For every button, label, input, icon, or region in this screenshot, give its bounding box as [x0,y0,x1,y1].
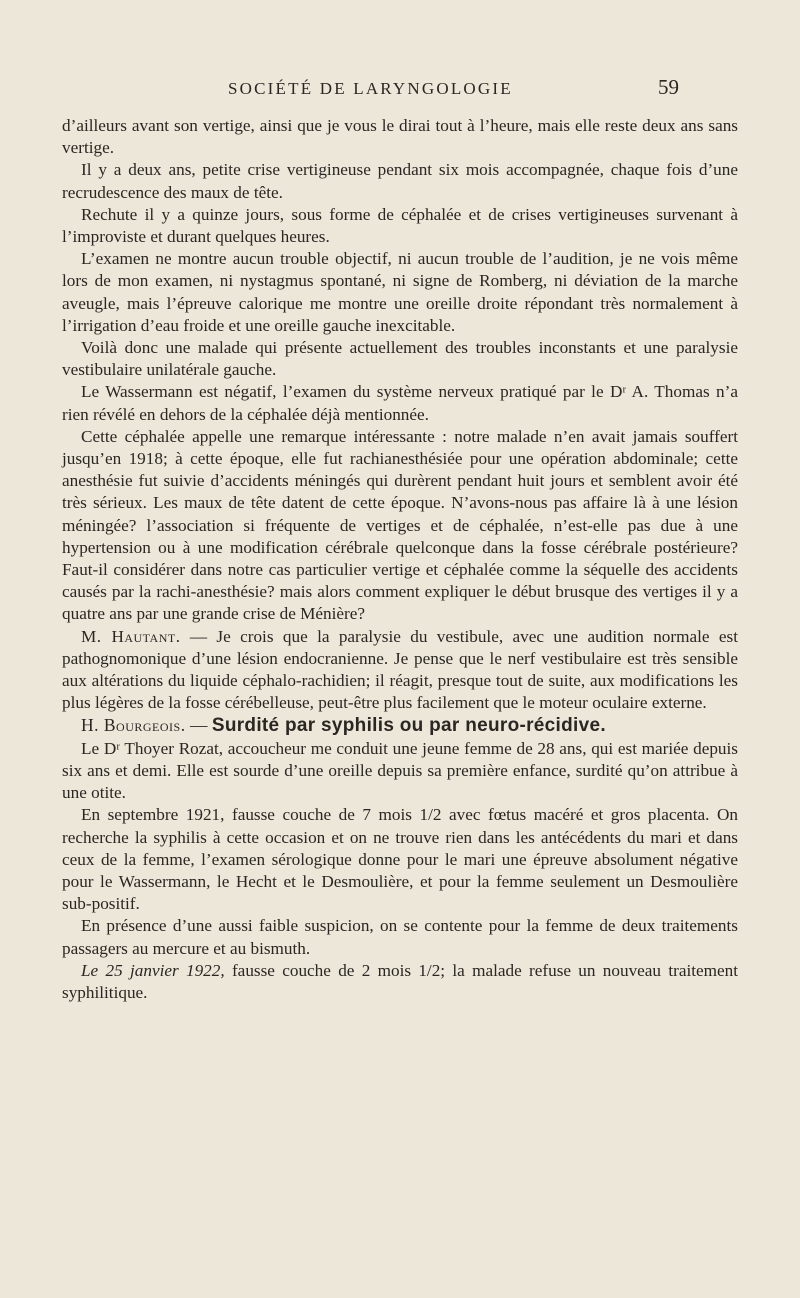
paragraph: Le Dʳ Thoyer Rozat, accoucheur me conduit une jeune femme de 28 ans, qui est mariée depuis six ans et demi. Elle est sourde d’une oreille depuis sa première enfance, surdité qu’on attribue à une otite. [62,738,738,803]
section-dash: — [185,715,212,736]
section-heading [62,714,738,737]
hautant-paragraph [62,626,738,715]
paragraph: En septembre 1921, fausse couche de 7 mois 1/2 avec fœtus macéré et gros placenta. On recherche la syphilis à cette occasion et on ne trouve rien dans les antécédents du mari et dans ceux de la femme, l’examen sérologique donne pour le mari une épreuve absolument négative pour le Wassermann, le Hecht et le Desmoulière, et pour la femme seulement un Desmoulière sub-positif. [62,805,738,914]
last-paragraph [62,960,738,1004]
paragraph: Rechute il y a quinze jours, sous forme de céphalée et de crises vertigineuses survenant à l’improviste et durant quelques heures. [62,204,738,247]
section-author: H. Bourgeois. [81,715,186,736]
paragraph: d’ailleurs avant son vertige, ainsi que je vous le dirai tout à l’heure, mais elle reste deux ans sans vertige. [62,116,738,158]
date-phrase: Le 25 janvier 1922, [81,960,225,980]
last-paragraph-text: fausse couche de 2 mois 1/2; la malade refuse un nouveau traitement syphilitique. [62,960,739,1002]
paragraph: Voilà donc une malade qui présente actuellement des troubles inconstants et une paralysie vestibulaire unilatérale gauche. [62,338,738,380]
paragraph: Cette céphalée appelle une remarque intéressante : notre malade n’en avait jamais souffert jusqu’en 1918; à cette époque, elle fut rachianesthésiée pour une opération abdominale; cette anesthésie fut suivie d’accidents méningés qui durèrent pendant huit jours et semblent avoir été très sérieux. Les maux de tête datent de cette époque. N’avons-nous pas affaire là à une lésion méningée? l’association si fréquente de vertiges et de céphalée, n’est-elle pas due à une hypertension ou à une modification cérébrale quelconque dans la fosse cérébrale postérieure? Faut-il considérer dans notre cas particulier vertige et céphalée comme la séquelle des accidents causés par la rachi-anesthésie? mais alors comment expliquer le début brusque des vertiges il y a quatre ans par une grande crise de Ménière? [62,426,738,624]
paragraph: L’examen ne montre aucun trouble objectif, ni aucun trouble de l’audition, je ne vois même lors de mon examen, ni nystagmus spontané, ni signe de Romberg, ni déviation de la marche aveugle, mais l’épreuve calorique me montre une oreille droite répondant très normalement à l’irrigation d’eau froide et une oreille gauche inexcitable. [62,249,738,335]
page-number: 59 [658,75,679,99]
hautant-text: — Je crois que la paralysie du vestibule, avec une audition normale est pathognomonique d’une lésion endocranienne. Je pense que le nerf vestibulaire est très sensible aux altérations du liquide céphalo-rachidien; il réagit, presque tout de suite, aux modifications les plus légères de la fosse cérébelleuse, peut-être plus facilement que le moteur oculaire externe. [62,626,738,713]
section-title: Surdité par syphilis ou par neuro-récidive. [211,715,606,737]
running-title: SOCIÉTÉ DE LARYNGOLOGIE [228,79,513,98]
speaker-name: M. Hautant. [81,626,181,646]
body-text [62,115,738,1004]
paragraph: Il y a deux ans, petite crise vertigineuse pendant six mois accompagnée, chaque fois d’une recrudescence des maux de tête. [62,160,738,202]
page-header [0,75,800,109]
paragraph: En présence d’une aussi faible suspicion, on se contente pour la femme de deux traitements passagers au mercure et au bismuth. [62,916,738,958]
paragraph: Le Wassermann est négatif, l’examen du système nerveux pratiqué par le Dʳ A. Thomas n’a rien révélé en dehors de la céphalée déjà mentionnée. [62,382,738,424]
